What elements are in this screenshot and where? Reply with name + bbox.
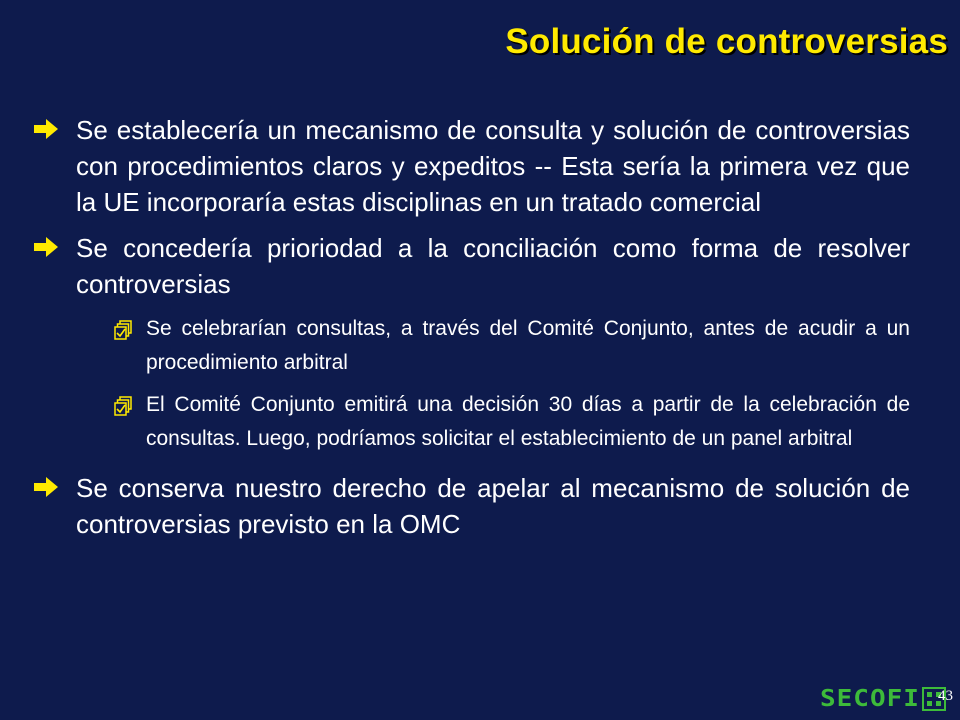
secofi-logo bbox=[820, 684, 946, 714]
page-number: 43 bbox=[938, 688, 953, 704]
bullet-1-text: Se establecería un mecanismo de consulta y solución de controversias con procedimientos claros y expeditos -- Esta sería la primera vez que la UE incorporaría estas disciplinas en un tratado comercial bbox=[76, 115, 910, 217]
bullet-1 bbox=[32, 112, 910, 220]
checkbox-icon bbox=[114, 396, 132, 416]
sub-bullet-2 bbox=[114, 388, 910, 456]
bullet-3 bbox=[32, 470, 910, 542]
sub-bullet-1 bbox=[114, 312, 910, 380]
logo-text: SECOFI bbox=[820, 685, 920, 713]
bullet-3-text: Se conserva nuestro derecho de apelar al mecanismo de solución de controversias previsto en la OMC bbox=[76, 473, 910, 539]
checkbox-icon bbox=[114, 320, 132, 340]
sub-bullet-2-text: El Comité Conjunto emitirá una decisión 30 días a partir de la celebración de consultas. Luego, podríamos solicitar el establecimiento de un panel arbitral bbox=[146, 393, 910, 450]
bullet-2-text: Se concedería prioriodad a la conciliación como forma de resolver controversias bbox=[76, 233, 910, 299]
right-arrow-icon bbox=[32, 474, 60, 500]
bullet-2 bbox=[32, 230, 910, 302]
slide-content bbox=[32, 112, 910, 552]
right-arrow-icon bbox=[32, 234, 60, 260]
right-arrow-icon bbox=[32, 116, 60, 142]
sub-bullet-1-text: Se celebrarían consultas, a través del Comité Conjunto, antes de acudir a un procedimiento arbitral bbox=[146, 317, 910, 374]
slide-title: Solución de controversias bbox=[505, 22, 948, 61]
